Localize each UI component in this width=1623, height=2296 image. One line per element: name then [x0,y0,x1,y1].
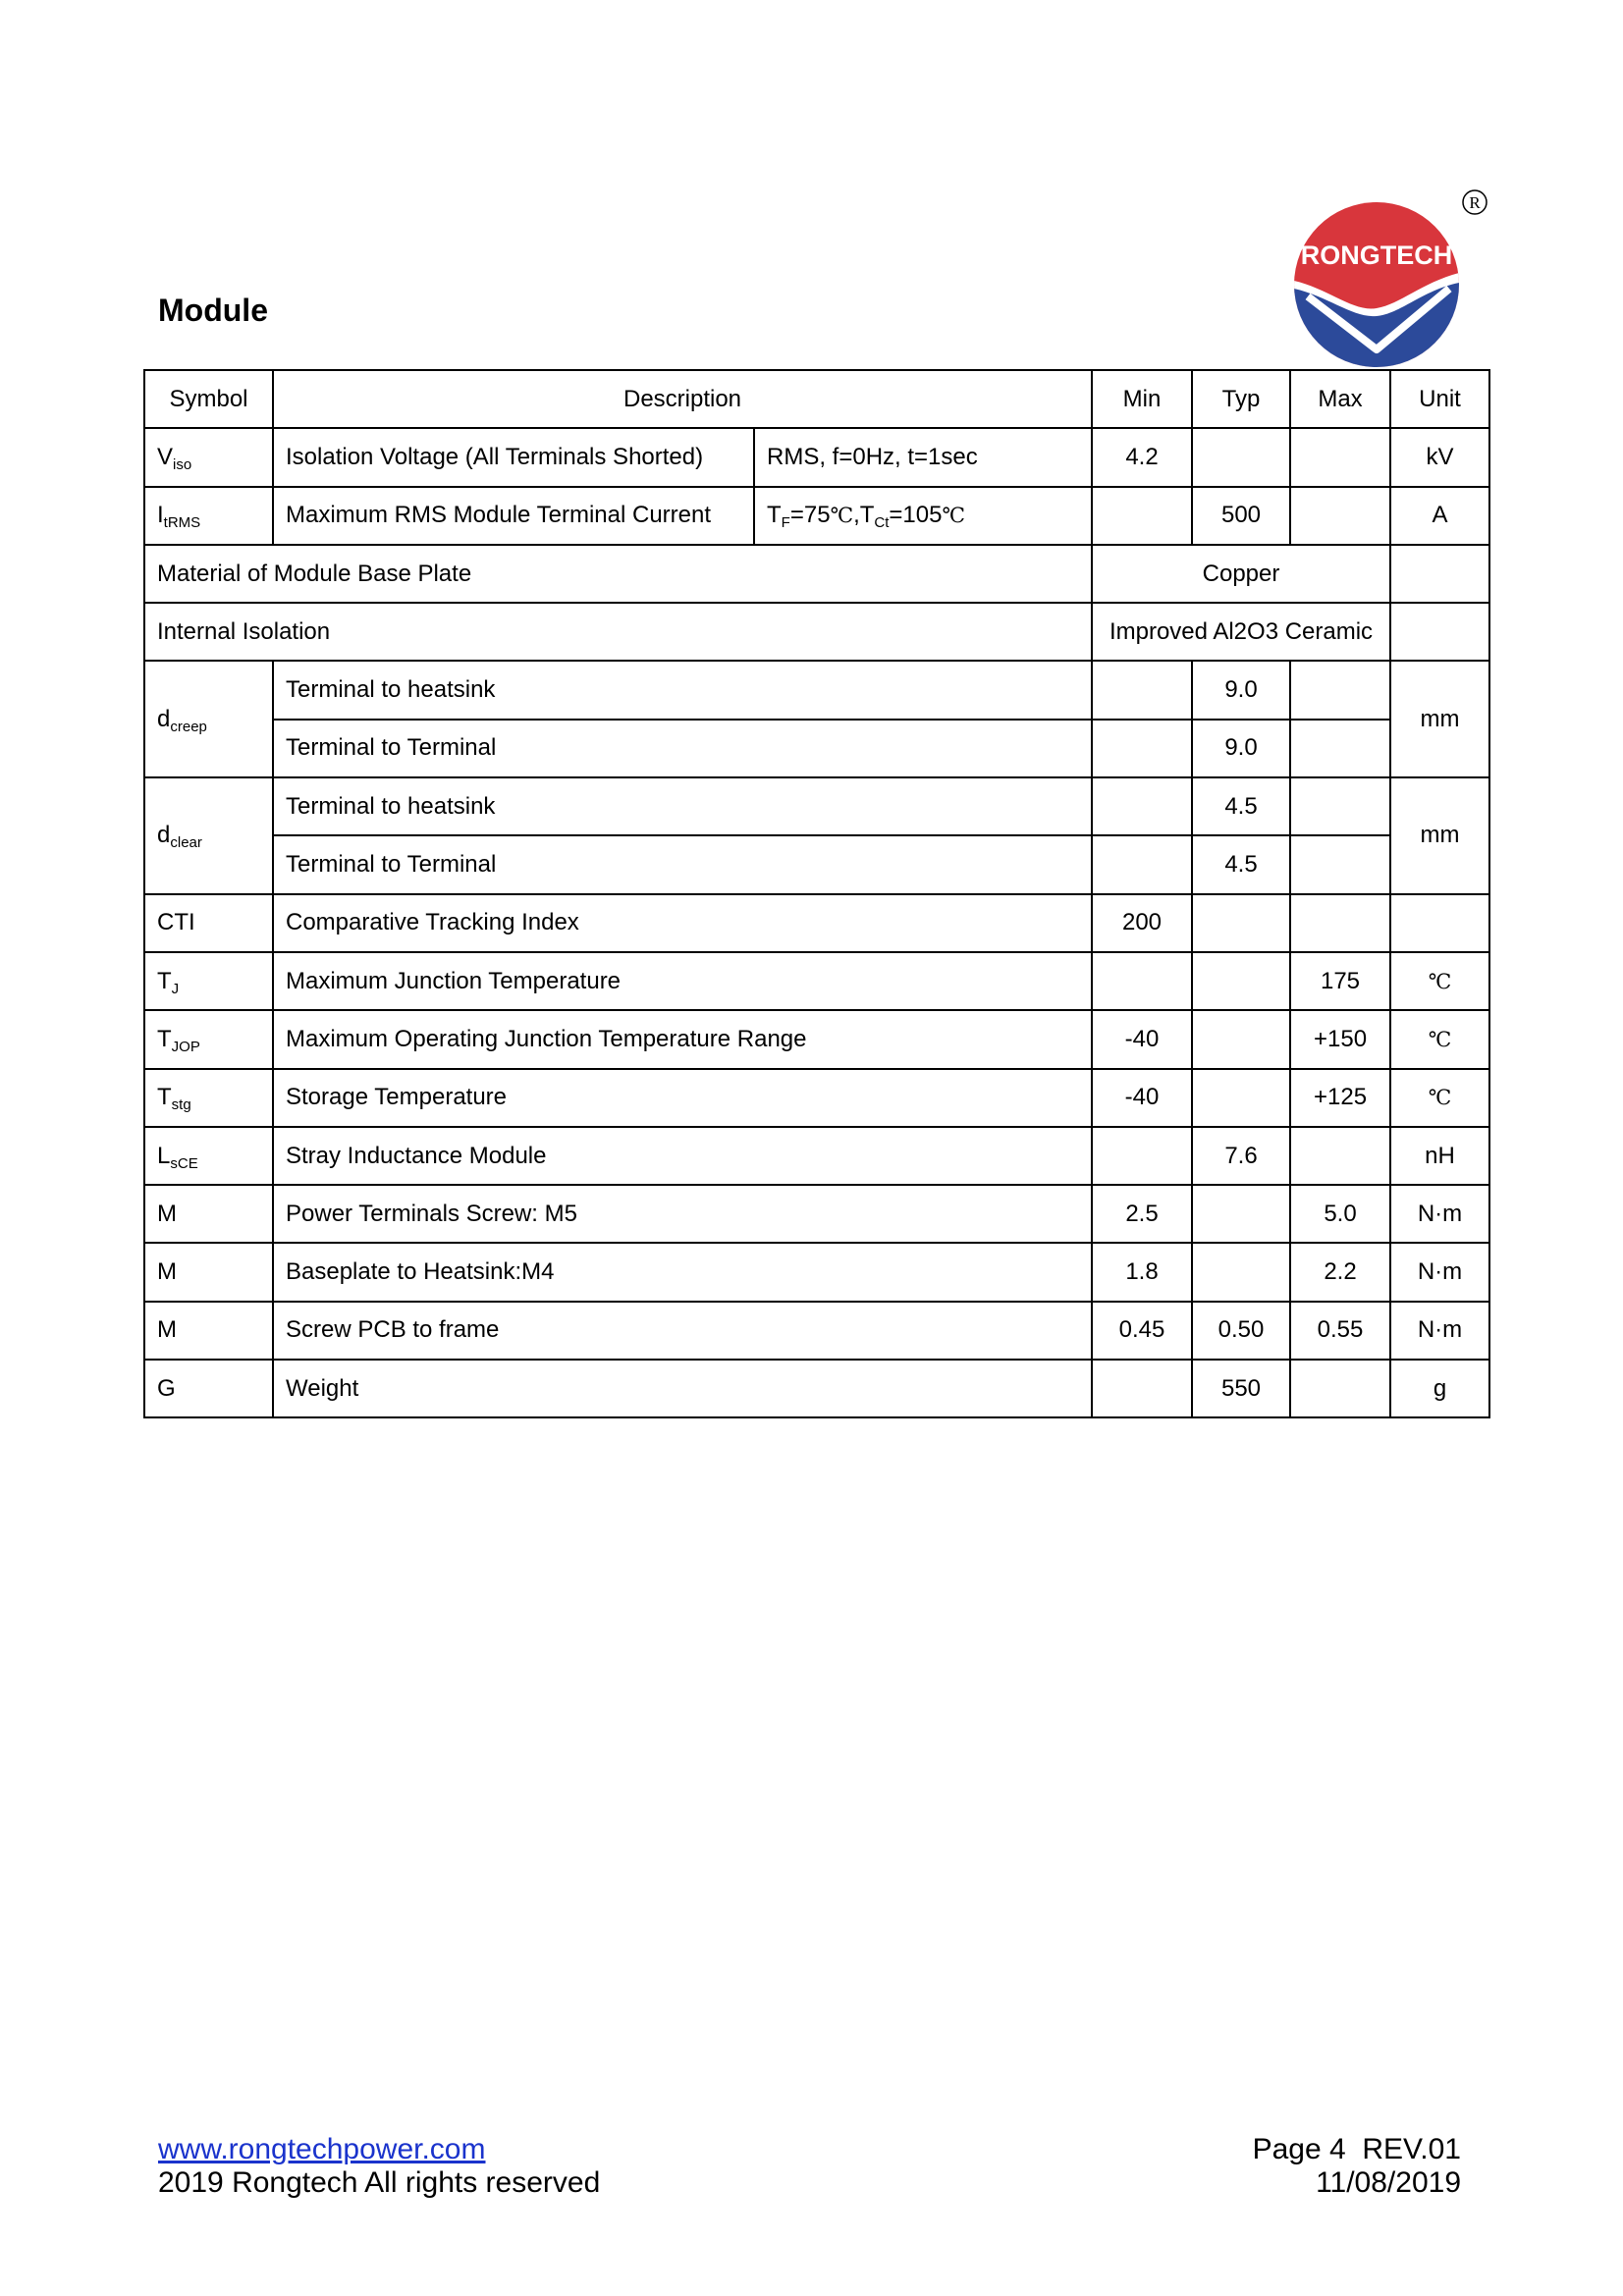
typ-cell [1192,1243,1290,1301]
table-row-m1 [144,1185,1489,1243]
max-cell [1290,1127,1390,1185]
footer-right [1208,2133,1461,2200]
table-row-material [144,545,1489,603]
unit-cell: ℃ [1390,1010,1489,1068]
min-cell: 2.5 [1092,1185,1192,1243]
condition-cell: RMS, f=0Hz, t=1sec [754,428,1092,486]
footer-date: 11/08/2019 [1316,2166,1461,2199]
typ-cell: 7.6 [1192,1127,1290,1185]
description-cell: Storage Temperature [273,1069,1092,1127]
copyright-text: 2019 Rongtech All rights reserved [158,2166,601,2199]
description-cell: Terminal to Terminal [273,720,1092,777]
min-cell [1092,1127,1192,1185]
typ-cell [1192,952,1290,1010]
table-row-viso [144,428,1489,486]
module-spec-table [143,369,1490,1418]
typ-cell: 550 [1192,1360,1290,1417]
unit-cell [1390,603,1489,661]
symbol-cell: $V_{iso}$ [144,428,273,486]
table-row-m3 [144,1302,1489,1360]
typ-cell: 9.0 [1192,661,1290,719]
description-cell: Maximum Operating Junction Temperature Range [273,1010,1092,1068]
typ-cell: 500 [1192,487,1290,545]
unit-cell [1390,545,1489,603]
max-cell [1290,720,1390,777]
typ-cell: 4.5 [1192,835,1290,893]
min-cell: -40 [1092,1069,1192,1127]
value-cell: Copper [1092,545,1390,603]
symbol-cell: M [144,1185,273,1243]
unit-cell: nH [1390,1127,1489,1185]
section-title: Module [158,293,268,328]
unit-cell: A [1390,487,1489,545]
min-cell [1092,487,1192,545]
description-cell: Internal Isolation [144,603,1092,661]
symbol-cell: $T_{stg}$ [144,1069,273,1127]
typ-cell [1192,894,1290,952]
condition-cell: $T_F=75℃,T_{Ct}=105℃$ [754,487,1092,545]
table-row-isolation [144,603,1489,661]
max-cell: 5.0 [1290,1185,1390,1243]
header-description: Description [273,370,1092,428]
table-row-cti [144,894,1489,952]
page-number: Page 4 [1252,2133,1346,2165]
description-cell: Comparative Tracking Index [273,894,1092,952]
table-row-lsce [144,1127,1489,1185]
header-unit: Unit [1390,370,1489,428]
unit-cell: N·m [1390,1243,1489,1301]
typ-cell: 4.5 [1192,777,1290,835]
max-cell [1290,661,1390,719]
typ-cell [1192,1069,1290,1127]
min-cell: 0.45 [1092,1302,1192,1360]
page-rev [1208,2133,1461,2166]
description-cell: Maximum Junction Temperature [273,952,1092,1010]
revision: REV.01 [1362,2133,1461,2165]
website-link[interactable]: www.rongtechpower.com [158,2133,486,2165]
table-row-tjop [144,1010,1489,1068]
symbol-cell: $L_{sCE}$ [144,1127,273,1185]
max-cell: +125 [1290,1069,1390,1127]
symbol-cell: $T_J$ [144,952,273,1010]
typ-cell: 9.0 [1192,720,1290,777]
description-cell: Terminal to Terminal [273,835,1092,893]
typ-cell: 0.50 [1192,1302,1290,1360]
symbol-cell: $T_{JOP}$ [144,1010,273,1068]
header-max: Max [1290,370,1390,428]
table-row-dcreep-1 [144,661,1489,719]
symbol-cell: CTI [144,894,273,952]
description-cell: Screw PCB to frame [273,1302,1092,1360]
max-cell [1290,487,1390,545]
table-row-tj [144,952,1489,1010]
min-cell: -40 [1092,1010,1192,1068]
footer-left [158,2133,600,2200]
table-row-itrms [144,487,1489,545]
unit-cell: ℃ [1390,1069,1489,1127]
symbol-cell: M [144,1243,273,1301]
max-cell: 2.2 [1290,1243,1390,1301]
header-min: Min [1092,370,1192,428]
header-symbol: Symbol [144,370,273,428]
typ-cell [1192,1185,1290,1243]
symbol-cell: $d_{creep}$ [144,661,273,777]
min-cell: 200 [1092,894,1192,952]
rongtech-logo [1294,183,1490,369]
min-cell [1092,720,1192,777]
max-cell [1290,428,1390,486]
description-cell: Weight [273,1360,1092,1417]
table-row-dcreep-2 [144,720,1489,777]
unit-cell: mm [1390,777,1489,894]
min-cell [1092,661,1192,719]
description-cell: Baseplate to Heatsink:M4 [273,1243,1092,1301]
description-cell: Maximum RMS Module Terminal Current [273,487,754,545]
description-cell: Power Terminals Screw: M5 [273,1185,1092,1243]
min-cell: 1.8 [1092,1243,1192,1301]
symbol-cell: $d_{clear}$ [144,777,273,894]
table-header-row [144,370,1489,428]
symbol-cell: G [144,1360,273,1417]
table-row-dclear-2 [144,835,1489,893]
description-cell: Isolation Voltage (All Terminals Shorted) [273,428,754,486]
description-cell: Material of Module Base Plate [144,545,1092,603]
max-cell [1290,1360,1390,1417]
min-cell [1092,952,1192,1010]
unit-cell: mm [1390,661,1489,777]
unit-cell: N·m [1390,1302,1489,1360]
table-row-dclear-1 [144,777,1489,835]
typ-cell [1192,1010,1290,1068]
unit-cell [1390,894,1489,952]
max-cell [1290,835,1390,893]
description-cell: Terminal to heatsink [273,777,1092,835]
symbol-cell: M [144,1302,273,1360]
unit-cell: ℃ [1390,952,1489,1010]
registered-mark: R [1469,193,1481,212]
typ-cell [1192,428,1290,486]
unit-cell: kV [1390,428,1489,486]
max-cell [1290,777,1390,835]
table-row-m2 [144,1243,1489,1301]
min-cell [1092,835,1192,893]
description-cell: Stray Inductance Module [273,1127,1092,1185]
logo-wordmark: RONGTECH [1300,240,1453,270]
unit-cell: N·m [1390,1185,1489,1243]
description-cell: Terminal to heatsink [273,661,1092,719]
symbol-cell: $I_{tRMS}$ [144,487,273,545]
table-row-tstg [144,1069,1489,1127]
table-row-g [144,1360,1489,1417]
unit-cell: g [1390,1360,1489,1417]
min-cell [1092,777,1192,835]
max-cell: +150 [1290,1010,1390,1068]
max-cell: 0.55 [1290,1302,1390,1360]
max-cell: 175 [1290,952,1390,1010]
value-cell: Improved Al2O3 Ceramic [1092,603,1390,661]
min-cell: 4.2 [1092,428,1192,486]
max-cell [1290,894,1390,952]
min-cell [1092,1360,1192,1417]
header-typ: Typ [1192,370,1290,428]
